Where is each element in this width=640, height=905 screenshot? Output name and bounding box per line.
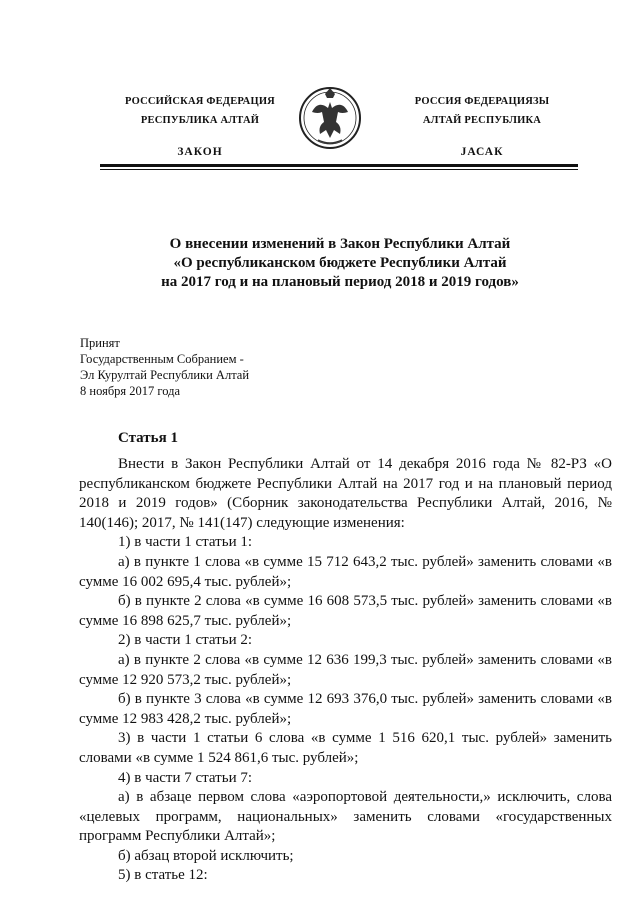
adoption-line: Государственным Собранием - (80, 352, 244, 366)
article-paragraph: б) абзац второй исключить; (118, 847, 294, 864)
header-right-block (382, 92, 582, 162)
article-paragraph: б) в пункте 2 слова «в сумме 16 608 573,5 тыс. рублей» заменить словами «в сумме 16 898 625,7 тыс. рублей»; (79, 593, 612, 629)
article-title: Статья 1 (118, 430, 178, 446)
adoption-block (80, 335, 380, 399)
article-body (79, 455, 612, 886)
article-paragraph: а) в пункте 1 слова «в сумме 15 712 643,2 тыс. рублей» заменить словами «в сумме 16 002 695,4 тыс. рублей»; (79, 553, 612, 590)
article-paragraph: 4) в части 7 статьи 7: (118, 769, 253, 786)
law-title (110, 235, 570, 292)
law-title-line: на 2017 год и на плановый период 2018 и 2019 годов» (161, 274, 519, 290)
article-paragraph: 1) в части 1 статьи 1: (118, 534, 253, 551)
article-paragraph: Внести в Закон Республики Алтай от 14 декабря 2016 года № 82-РЗ «О республиканском бюджете Республики Алтай на 2017 год и на плановый период 2018 и 2019 годов» (Сборник законодательства Республики Алтай, 2016, № 140(146); 2017, № 141(147) следующие изменения: (79, 456, 612, 531)
header-left-law: ЗАКОН (177, 146, 223, 158)
law-title-line: «О республиканском бюджете Республики Алтай (173, 255, 507, 271)
header-divider-thick (100, 164, 578, 167)
adoption-line: Эл Курултай Республики Алтай (80, 368, 250, 382)
coat-of-arms-icon (298, 82, 362, 154)
article-paragraph: б) в пункте 3 слова «в сумме 12 693 376,0 тыс. рублей» заменить словами «в сумме 12 983 428,2 тыс. рублей»; (79, 691, 612, 727)
header-left-republic: РЕСПУБЛИКА АЛТАЙ (140, 115, 260, 126)
header-right-republic: АЛТАЙ РЕСПУБЛИКА (422, 115, 542, 126)
article-paragraph: а) в пункте 2 слова «в сумме 12 636 199,3 тыс. рублей» заменить словами «в сумме 12 920 573,2 тыс. рублей»; (79, 651, 612, 688)
header-left-block (100, 92, 300, 162)
article-paragraph: 2) в части 1 статьи 2: (118, 632, 253, 649)
header-right-law: ЈАСАК (460, 146, 504, 158)
law-title-line: О внесении изменений в Закон Республики Алтай (169, 236, 511, 252)
adoption-date: 8 ноября 2017 года (80, 384, 181, 398)
adoption-line: Принят (80, 336, 120, 350)
header-left-country: РОССИЙСКАЯ ФЕДЕРАЦИЯ (125, 96, 275, 107)
header-right-country: РОССИЯ ФЕДЕРАЦИЯЗЫ (414, 96, 550, 107)
header-divider-thin (100, 169, 578, 170)
article-paragraph: 3) в части 1 статьи 6 слова «в сумме 1 516 620,1 тыс. рублей» заменить словами «в сумме 1 524 861,6 тыс. рублей»; (79, 730, 612, 766)
article-paragraph: а) в абзаце первом слова «аэропортовой деятельности,» исключить, слова «целевых программ, национальных» заменить словами «государственных программ Республики Алтай»; (79, 789, 612, 845)
article-paragraph: 5) в статье 12: (118, 867, 208, 884)
